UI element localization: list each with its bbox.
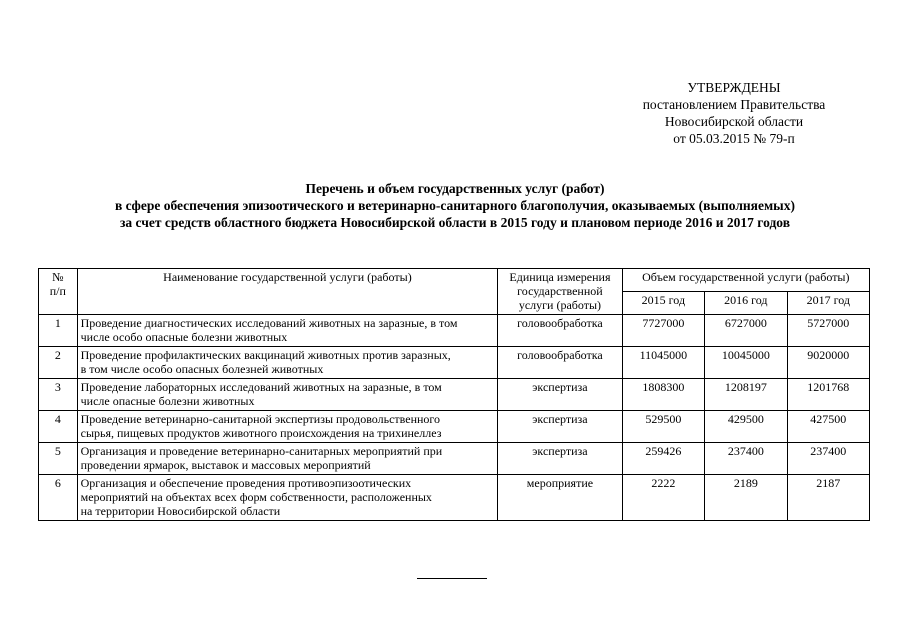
approval-heading: УТВЕРЖДЕНЫ: [687, 80, 781, 95]
header-unit-line: Единица измерения: [509, 270, 611, 284]
approval-date-number: от 05.03.2015 № 79-п: [673, 131, 795, 146]
row-unit-cell: экспертиза: [498, 411, 622, 443]
document-title: [40, 180, 870, 231]
row-value-2015: 529500: [622, 411, 704, 443]
row-name-cell: [77, 379, 498, 411]
row-name-line: проведении ярмарок, выставок и массовых мероприятий: [80, 458, 371, 472]
row-value-2017: 2187: [787, 475, 869, 521]
row-value-2015: 1808300: [622, 379, 704, 411]
table-row: [39, 379, 870, 411]
header-num: №: [52, 270, 64, 284]
row-name-line: Проведение диагностических исследований животных на заразные, в том: [80, 316, 458, 330]
row-name-cell: [77, 443, 498, 475]
table-row: [39, 315, 870, 347]
row-name-line: в том числе особо опасных болезней животных: [80, 362, 324, 376]
approval-line: постановлением Правительства: [642, 97, 826, 112]
approval-line: Новосибирской области: [664, 114, 804, 129]
header-year-cell: [622, 292, 704, 315]
row-value-2016: 237400: [705, 443, 787, 475]
row-name-line: мероприятий на объектах всех форм собственности, расположенных: [80, 490, 432, 504]
header-year-cell: [705, 292, 787, 315]
row-num-cell: 6: [39, 475, 78, 521]
row-num-cell: 4: [39, 411, 78, 443]
row-num-cell: 3: [39, 379, 78, 411]
row-value-2016: 6727000: [705, 315, 787, 347]
header-name-cell: [77, 269, 498, 315]
table-row: [39, 443, 870, 475]
row-unit-cell: экспертиза: [498, 379, 622, 411]
header-num-sub: п/п: [49, 284, 66, 298]
row-unit-cell: головообработка: [498, 347, 622, 379]
row-name-line: Проведение профилактических вакцинаций животных против заразных,: [80, 348, 451, 362]
row-num-cell: 5: [39, 443, 78, 475]
row-unit-cell: головообработка: [498, 315, 622, 347]
row-num-cell: 1: [39, 315, 78, 347]
header-volume: Объем государственной услуги (работы): [642, 270, 850, 284]
header-unit-line: государственной: [517, 284, 603, 298]
closing-divider: [417, 578, 487, 579]
row-value-2016: 10045000: [705, 347, 787, 379]
row-name-cell: [77, 315, 498, 347]
row-name-cell: [77, 347, 498, 379]
row-name-line: сырья, пищевых продуктов животного происхождения на трихинеллез: [80, 426, 442, 440]
row-name-line: числе опасные болезни животных: [80, 394, 255, 408]
row-name-line: Организация и обеспечение проведения противоэпизоотических: [80, 476, 412, 490]
row-value-2017: 237400: [787, 443, 869, 475]
header-year-cell: [787, 292, 869, 315]
header-year: 2016 год: [724, 293, 768, 307]
header-year: 2015 год: [641, 293, 686, 307]
row-num-cell: 2: [39, 347, 78, 379]
row-name-line: числе особо опасные болезни животных: [80, 330, 288, 344]
row-name-line: Организация и проведение ветеринарно-санитарных мероприятий при: [80, 444, 443, 458]
header-volume-cell: [622, 269, 869, 292]
approval-stamp: [600, 79, 868, 147]
table-row: [39, 411, 870, 443]
title-line: за счет средств областного бюджета Новосибирской области в 2015 году и плановом периоде 2016 и 2017 годов: [119, 215, 791, 230]
row-value-2015: 7727000: [622, 315, 704, 347]
row-name-line: Проведение ветеринарно-санитарной экспертизы продовольственного: [80, 412, 441, 426]
row-unit-cell: мероприятие: [498, 475, 622, 521]
row-unit-cell: экспертиза: [498, 443, 622, 475]
row-value-2016: 429500: [705, 411, 787, 443]
row-name-cell: [77, 475, 498, 521]
row-value-2016: 2189: [705, 475, 787, 521]
row-value-2015: 259426: [622, 443, 704, 475]
header-unit-cell: [498, 269, 622, 315]
row-name-cell: [77, 411, 498, 443]
row-value-2015: 2222: [622, 475, 704, 521]
header-unit-line: услуги (работы): [518, 298, 602, 312]
row-value-2015: 11045000: [622, 347, 704, 379]
row-name-line: Проведение лабораторных исследований животных на заразные, в том: [80, 380, 442, 394]
row-name-line: на территории Новосибирской области: [80, 504, 281, 518]
header-num-cell: [39, 269, 78, 315]
table-header-row: [39, 269, 870, 292]
services-table-body: [39, 269, 870, 521]
row-value-2016: 1208197: [705, 379, 787, 411]
header-name: Наименование государственной услуги (работы): [163, 270, 412, 284]
title-line: Перечень и объем государственных услуг (работ): [305, 181, 605, 196]
title-line: в сфере обеспечения эпизоотического и ветеринарно-санитарного благополучия, оказываемых (выполняемых): [115, 198, 795, 213]
row-value-2017: 9020000: [787, 347, 869, 379]
row-value-2017: 1201768: [787, 379, 869, 411]
row-value-2017: 5727000: [787, 315, 869, 347]
header-year: 2017 год: [806, 293, 850, 307]
table-row: [39, 347, 870, 379]
table-row: [39, 475, 870, 521]
services-table: [38, 268, 870, 521]
row-value-2017: 427500: [787, 411, 869, 443]
